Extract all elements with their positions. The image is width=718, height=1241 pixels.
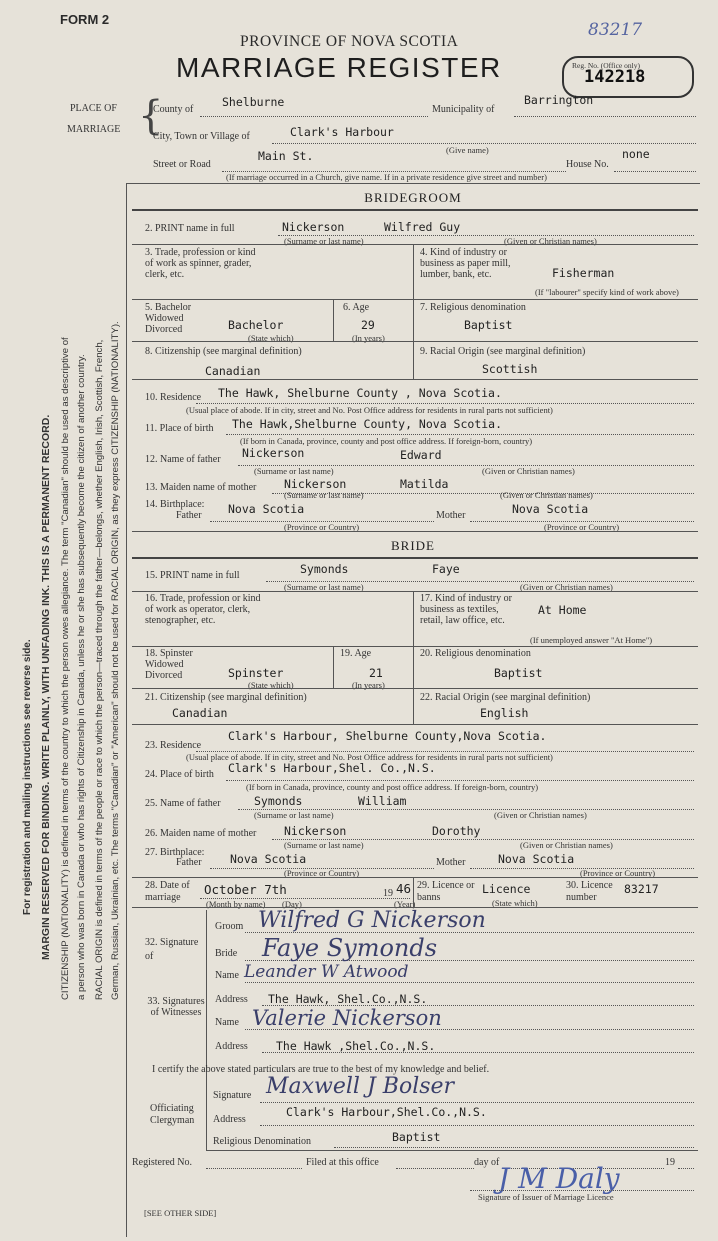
marriage-year: 46 <box>396 881 412 896</box>
groom-surname: Nickerson <box>282 220 345 234</box>
q8-label: 8. Citizenship (see marginal definition) <box>145 346 302 357</box>
q17-label: 17. Kind of industry or business as textiles, retail, law office, etc. <box>420 593 512 626</box>
bride-years-hint: (In years) <box>352 680 385 690</box>
bride-age: 21 <box>369 666 383 680</box>
city-label: City, Town or Village of <box>153 131 250 142</box>
clergy-signature-label: Signature <box>213 1090 252 1101</box>
county-label: County of <box>153 104 194 115</box>
registration-label: Reg. No. (Office only) <box>572 61 640 70</box>
q20-label: 20. Religious denomination <box>420 648 531 659</box>
q27-label: 27. Birthplace: <box>145 847 205 858</box>
bride-given-hint: (Given or Christian names) <box>520 582 613 592</box>
surname-hint: (Surname or last name) <box>284 236 364 246</box>
groom-sig-label: Groom <box>215 921 244 932</box>
groom-citizenship: Canadian <box>205 364 261 378</box>
see-other-side: [SEE OTHER SIDE] <box>144 1208 217 1218</box>
q33-label: 33. Signatures of Witnesses <box>147 996 205 1018</box>
clergy-signature: Maxwell J Bolser <box>266 1074 455 1099</box>
margin-instructions: For registration and mailing instructions see reverse side. <box>22 639 33 915</box>
bride-mother-given: Dorothy <box>432 824 481 838</box>
mother-given-hint: (Given or Christian names) <box>500 490 593 500</box>
bride-father-birthplace: Nova Scotia <box>230 852 307 866</box>
municipality-label: Municipality of <box>432 104 495 115</box>
groom-mother-given: Matilda <box>400 477 449 491</box>
witness2-signature: Valerie Nickerson <box>252 1006 442 1030</box>
unemployed-hint: (If unemployed answer "At Home") <box>530 635 653 645</box>
groom-residence: The Hawk, Shelburne County , Nova Scotia. <box>218 386 502 400</box>
county-value: Shelburne <box>222 95 285 109</box>
bride-signature: Faye Symonds <box>262 934 438 962</box>
q18-label: 18. Spinster Widowed Divorced <box>145 648 193 681</box>
father-birth-label: Father <box>176 510 202 521</box>
form-number: FORM 2 <box>60 12 110 27</box>
bride-mother-birth-label: Mother <box>436 857 466 868</box>
house-value: none <box>622 147 650 161</box>
province-heading: PROVINCE OF NOVA SCOTIA <box>240 33 459 50</box>
bride-origin: English <box>480 706 529 720</box>
brace-icon: { <box>138 93 164 139</box>
witness1-address: The Hawk, Shel.Co.,N.S. <box>268 992 428 1006</box>
q13-label: 13. Maiden name of mother <box>145 482 257 493</box>
q28-label: 28. Date of marriage <box>145 880 190 903</box>
bride-mother-surname: Nickerson <box>284 824 347 838</box>
witness2-address: The Hawk ,Shel.Co.,N.S. <box>276 1039 436 1053</box>
bride-residence-hint: (Usual place of abode. If in city, street and No. Post Office address for residents in rural parts not sufficient) <box>186 752 553 762</box>
footer-year-label: 19 <box>665 1157 675 1168</box>
registered-no-label: Registered No. <box>132 1157 192 1168</box>
q25-label: 25. Name of father <box>145 798 221 809</box>
name-label-2: Name <box>215 1017 239 1028</box>
q12-label: 12. Name of father <box>145 454 221 465</box>
q21-label: 21. Citizenship (see marginal definition) <box>145 692 307 703</box>
q2-text: 2. PRINT name in full <box>145 223 235 234</box>
margin-racial-def: RACIAL ORIGIN is defined in terms of the people or race to which the person—traced through the father—belongs, whether English, Irish, Scottish, French, <box>94 339 105 1000</box>
give-name-hint: (Give name) <box>446 145 489 155</box>
bride-citizenship: Canadian <box>172 706 228 720</box>
licence-or-banns: Licence <box>482 882 531 896</box>
day-hint: (Day) <box>282 899 302 909</box>
groom-signature: Wilfred G Nickerson <box>258 908 486 933</box>
page-title: MARRIAGE REGISTER <box>176 52 502 83</box>
mother-prov-hint: (Province or Country) <box>544 522 620 532</box>
bride-religion: Baptist <box>494 666 543 680</box>
margin-citizenship-def-2: a person who was born in Canada or who has rights of Citizenship in Canada, unless he or she has subsequently become the citizen of another country. <box>76 354 87 1000</box>
bride-industry: At Home <box>538 603 587 617</box>
mother-birth-label: Mother <box>436 510 466 521</box>
father-given-hint: (Given or Christian names) <box>482 466 575 476</box>
bride-mother-prov-hint: (Province or Country) <box>580 868 656 878</box>
clergy-address: Clark's Harbour,Shel.Co.,N.S. <box>286 1105 487 1119</box>
groom-age: 29 <box>361 318 375 332</box>
church-note: (If marriage occurred in a Church, give name. If in a private residence give street and number) <box>226 172 547 182</box>
q15-label: 15. PRINT name in full <box>145 570 240 581</box>
name-label-1: Name <box>215 970 239 981</box>
handwritten-annotation: 83217 <box>588 20 643 40</box>
issuer-signature: J M Daly <box>498 1162 620 1195</box>
bride-father-surname-hint: (Surname or last name) <box>254 810 334 820</box>
state-which-hint: (State which) <box>248 333 294 343</box>
q7-label: 7. Religious denomination <box>420 302 526 313</box>
q29-label: 29. Licence or banns <box>417 880 475 903</box>
q16-label: 16. Trade, profession or kind of work as operator, clerk, stenographer, etc. <box>145 593 261 626</box>
house-label: House No. <box>566 159 609 170</box>
q6-label: 6. Age <box>343 302 370 313</box>
clergy-address-label: Address <box>213 1114 246 1125</box>
bride-sig-label: Bride <box>215 948 238 959</box>
year-hint: (Year) <box>394 899 416 909</box>
bride-residence: Clark's Harbour, Shelburne County,Nova Scotia. <box>228 729 547 743</box>
labourer-hint: (If "labourer" specify kind of work above) <box>535 287 679 297</box>
filed-label: Filed at this office <box>306 1157 379 1168</box>
groom-status: Bachelor <box>228 318 284 332</box>
bride-surname: Symonds <box>300 562 349 576</box>
bride-given-names: Faye <box>432 562 460 576</box>
municipality-value: Barrington <box>524 93 594 107</box>
address-label-2: Address <box>215 1041 248 1052</box>
bride-mother-birthplace: Nova Scotia <box>498 852 575 866</box>
denomination-label: Religious Denomination <box>213 1136 312 1147</box>
month-hint: (Month by name) <box>206 899 266 909</box>
q32-label: 32. Signature of <box>145 937 199 962</box>
q2-label <box>145 223 235 234</box>
groom-industry: Fisherman <box>552 266 615 280</box>
marriage-label: MARRIAGE <box>67 124 121 135</box>
officiating-label: Officiating Clergyman <box>150 1103 195 1126</box>
residence-hint: (Usual place of abode. If in city, street and No. Post Office address for residents in rural parts not sufficient) <box>186 405 553 415</box>
q11-label: 11. Place of birth <box>145 423 214 434</box>
birth-hint: (If born in Canada, province, county and post office address. If foreign-born, country) <box>240 436 533 446</box>
groom-mother-surname: Nickerson <box>284 477 347 491</box>
issuer-label: Signature of Issuer of Marriage Licence <box>478 1192 614 1202</box>
q14-label: 14. Birthplace: <box>145 499 205 510</box>
street-label: Street or Road <box>153 159 211 170</box>
bride-father-birth-label: Father <box>176 857 202 868</box>
in-years-hint: (In years) <box>352 333 385 343</box>
groom-father-given: Edward <box>400 448 442 462</box>
bride-father-given: William <box>358 794 407 808</box>
marriage-date: October 7th <box>204 882 287 897</box>
place-of-label: PLACE OF <box>70 103 117 114</box>
groom-religion: Baptist <box>464 318 513 332</box>
registration-number: 142218 <box>584 67 646 87</box>
groom-mother-birthplace: Nova Scotia <box>512 502 589 516</box>
q22-label: 22. Racial Origin (see marginal definition) <box>420 692 591 703</box>
banns-hint: (State which) <box>492 898 538 908</box>
bride-birth-hint: (If born in Canada, province, county and post office address. If foreign-born, country) <box>246 782 539 792</box>
margin-racial-def-2: German, Russian, Ukrainian, etc. The terms "Canadian" or "American" should not be used for RACIAL ORIGIN, as they express CITIZENSHIP (NATIONALITY). <box>110 321 121 1000</box>
bride-surname-hint: (Surname or last name) <box>284 582 364 592</box>
father-prov-hint: (Province or Country) <box>284 522 360 532</box>
groom-birthplace: The Hawk,Shelburne County, Nova Scotia. <box>232 417 503 431</box>
certification-text: I certify the above stated particulars are true to the best of my knowledge and belief. <box>152 1064 490 1075</box>
groom-origin: Scottish <box>482 362 538 376</box>
registration-number-box <box>562 56 694 98</box>
address-label-1: Address <box>215 994 248 1005</box>
q23-label: 23. Residence <box>145 740 202 751</box>
q10-label: 10. Residence <box>145 392 202 403</box>
bride-status: Spinster <box>228 666 284 680</box>
bride-father-prov-hint: (Province or Country) <box>284 868 360 878</box>
bride-mother-surname-hint: (Surname or last name) <box>284 840 364 850</box>
q5-label: 5. Bachelor Widowed Divorced <box>145 302 192 335</box>
clergy-denomination: Baptist <box>392 1130 441 1144</box>
bride-father-surname: Symonds <box>254 794 303 808</box>
bride-birthplace: Clark's Harbour,Shel. Co.,N.S. <box>228 761 436 775</box>
section-bridegroom: BRIDEGROOM <box>364 190 462 205</box>
day-of-label: day of <box>474 1157 500 1168</box>
q9-label: 9. Racial Origin (see marginal definition) <box>420 346 586 357</box>
city-value: Clark's Harbour <box>290 125 394 139</box>
q26-label: 26. Maiden name of mother <box>145 828 257 839</box>
witness1-signature: Leander W Atwood <box>244 962 409 982</box>
bride-mother-given-hint: (Given or Christian names) <box>520 840 613 850</box>
q19-label: 19. Age <box>340 648 372 659</box>
q30-label: 30. Licence number <box>566 880 613 903</box>
father-surname-hint: (Surname or last name) <box>254 466 334 476</box>
groom-father-birthplace: Nova Scotia <box>228 502 305 516</box>
licence-number: 83217 <box>624 882 659 896</box>
q3-label: 3. Trade, profession or kind of work as spinner, grader, clerk, etc. <box>145 247 256 280</box>
given-hint: (Given or Christian names) <box>504 236 597 246</box>
margin-binding-notice: MARGIN RESERVED FOR BINDING. WRITE PLAINLY, WITH UNFADING INK. THIS IS A PERMANENT RECORD. <box>40 414 52 960</box>
street-value: Main St. <box>258 149 314 163</box>
groom-given-names: Wilfred Guy <box>384 220 461 234</box>
bride-state-hint: (State which) <box>248 680 294 690</box>
q4-label: 4. Kind of industry or business as paper mill, lumber, bank, etc. <box>420 247 511 280</box>
year-prefix: 19 <box>383 888 393 899</box>
groom-father-surname: Nickerson <box>242 446 305 460</box>
margin-citizenship-def: CITIZENSHIP (NATIONALITY) is defined in terms of the country to which the person owes allegiance. The term "Canadian" should be used as descriptive of <box>60 337 71 1000</box>
bride-father-given-hint: (Given or Christian names) <box>494 810 587 820</box>
section-bride: BRIDE <box>391 538 435 553</box>
mother-surname-hint: (Surname or last name) <box>284 490 364 500</box>
q24-label: 24. Place of birth <box>145 769 214 780</box>
